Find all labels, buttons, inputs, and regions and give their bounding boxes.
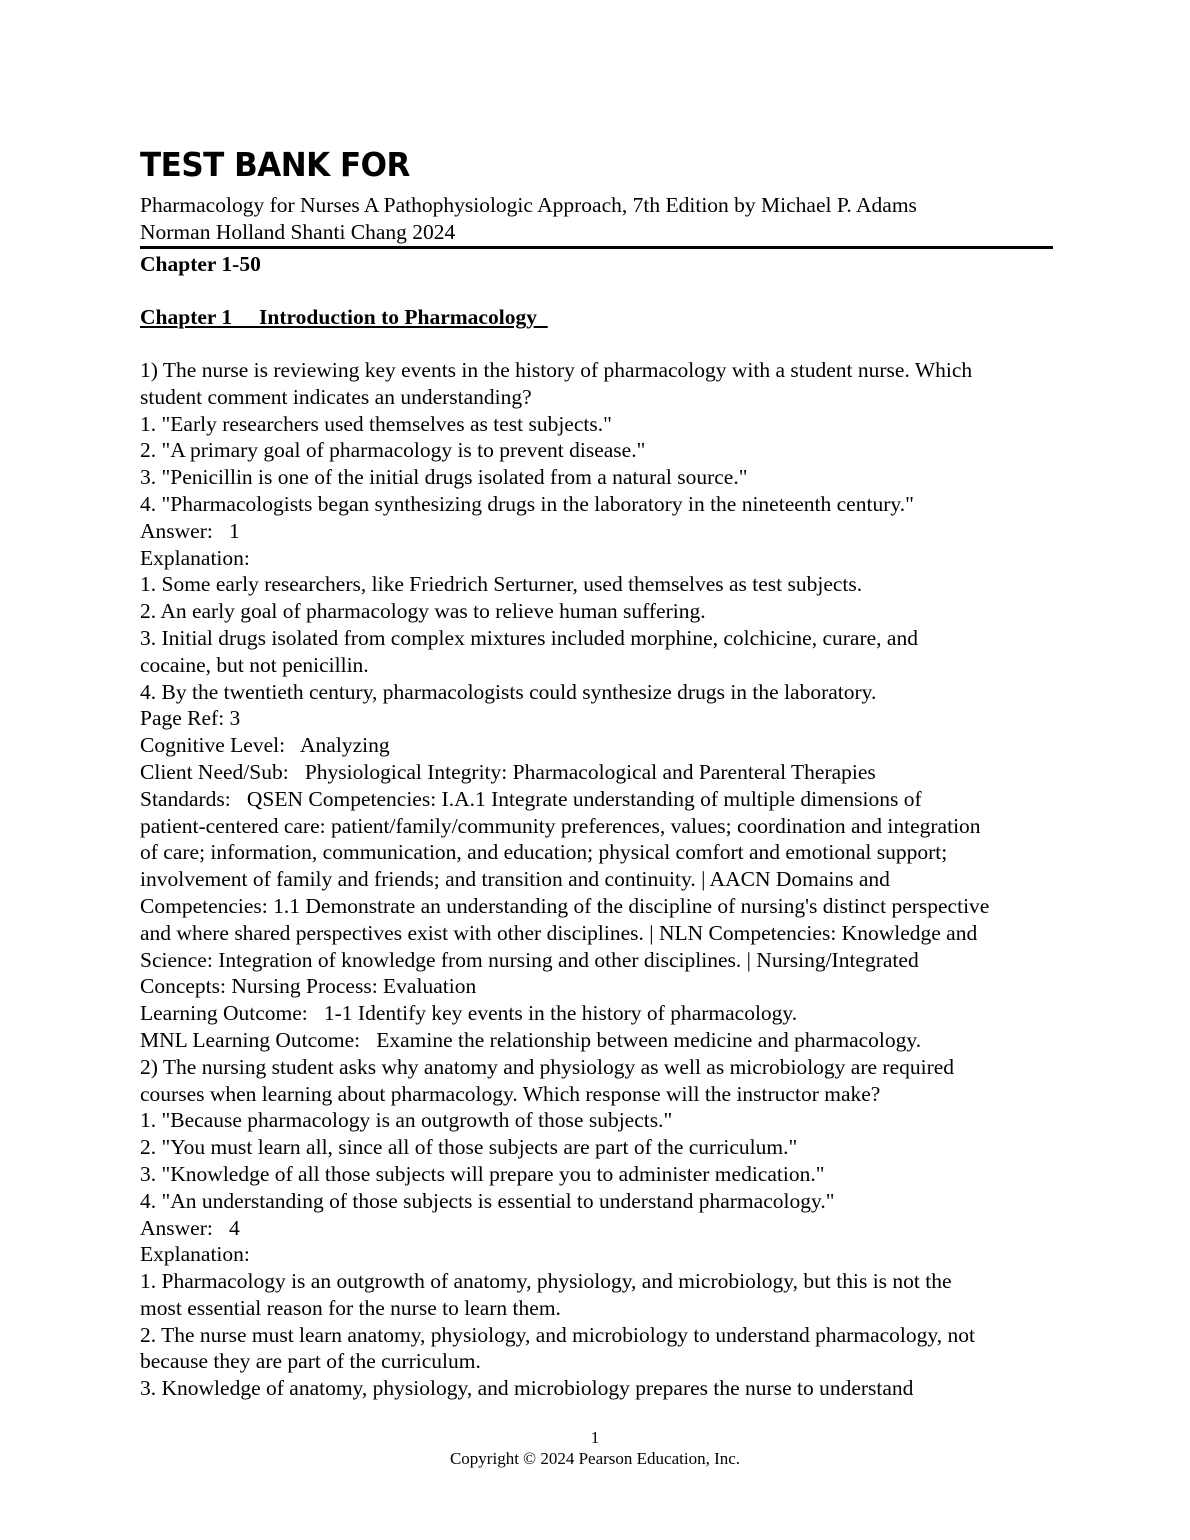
body-line: Science: Integration of knowledge from nursing and other disciplines. | Nursing/Integrated: [140, 947, 919, 972]
subtitle-line-2: Norman Holland Shanti Chang 2024: [140, 220, 456, 244]
body-line: involvement of family and friends; and transition and continuity. | AACN Domains and: [140, 867, 890, 892]
body-line: most essential reason for the nurse to learn them.: [140, 1295, 561, 1320]
body-line: 2. "You must learn all, since all of those subjects are part of the curriculum.": [140, 1135, 798, 1160]
body-line: MNL Learning Outcome: Examine the relationship between medicine and pharmacology.: [140, 1027, 922, 1052]
body-line: 4. "An understanding of those subjects is essential to understand pharmacology.": [140, 1188, 835, 1213]
chapter-heading: Chapter 1 Introduction to Pharmacology: [140, 305, 548, 329]
body-line: Learning Outcome: 1-1 Identify key events in the history of pharmacology.: [140, 1001, 798, 1026]
body-line: 2) The nursing student asks why anatomy and physiology as well as microbiology are required: [140, 1054, 955, 1079]
question-body: [140, 357, 1055, 1402]
body-line: cocaine, but not penicillin.: [140, 652, 369, 677]
chapter-range: Chapter 1-50: [140, 252, 261, 276]
body-line: 3. "Penicillin is one of the initial drugs isolated from a natural source.": [140, 465, 748, 490]
body-line: Competencies: 1.1 Demonstrate an understanding of the discipline of nursing's distinct perspective: [140, 893, 990, 918]
body-line: student comment indicates an understanding?: [140, 384, 532, 409]
header-divider: [140, 246, 1053, 249]
body-line: 1. "Early researchers used themselves as test subjects.": [140, 411, 612, 436]
body-line: 3. "Knowledge of all those subjects will prepare you to administer medication.": [140, 1161, 825, 1186]
body-line: Client Need/Sub: Physiological Integrity: Pharmacological and Parenteral Therapies: [140, 759, 876, 784]
body-line: Explanation:: [140, 1242, 250, 1267]
body-line: courses when learning about pharmacology. Which response will the instructor make?: [140, 1081, 881, 1106]
body-line: Standards: QSEN Competencies: I.A.1 Integrate understanding of multiple dimensions of: [140, 786, 922, 811]
body-line: Page Ref: 3: [140, 706, 241, 731]
body-line: 4. By the twentieth century, pharmacologists could synthesize drugs in the laboratory.: [140, 679, 877, 704]
body-line: of care; information, communication, and education; physical comfort and emotional support;: [140, 840, 948, 865]
document-title: TEST BANK FOR: [140, 146, 410, 185]
body-line: 4. "Pharmacologists began synthesizing drugs in the laboratory in the nineteenth century.": [140, 491, 914, 516]
body-line: 2. The nurse must learn anatomy, physiology, and microbiology to understand pharmacology, not: [140, 1322, 975, 1347]
page-number: 1: [590, 1428, 600, 1447]
subtitle-line-1: Pharmacology for Nurses A Pathophysiologic Approach, 7th Edition by Michael P. Adams: [140, 193, 917, 217]
body-line: 2. An early goal of pharmacology was to relieve human suffering.: [140, 599, 706, 624]
body-line: Cognitive Level: Analyzing: [140, 733, 390, 758]
body-line: patient-centered care: patient/family/community preferences, values; coordination and integration: [140, 813, 981, 838]
body-line: Explanation:: [140, 545, 250, 570]
body-line: 3. Knowledge of anatomy, physiology, and microbiology prepares the nurse to understand: [140, 1376, 914, 1401]
body-line: 2. "A primary goal of pharmacology is to prevent disease.": [140, 438, 646, 463]
body-line: 1. Pharmacology is an outgrowth of anatomy, physiology, and microbiology, but this is not the: [140, 1269, 952, 1294]
body-line: Concepts: Nursing Process: Evaluation: [140, 974, 477, 999]
copyright-notice: Copyright © 2024 Pearson Education, Inc.: [449, 1449, 741, 1468]
body-line: 1. Some early researchers, like Friedrich Serturner, used themselves as test subjects.: [140, 572, 863, 597]
body-line: 1. "Because pharmacology is an outgrowth of those subjects.": [140, 1108, 673, 1133]
body-line: because they are part of the curriculum.: [140, 1349, 481, 1374]
body-line: Answer: 1: [140, 518, 240, 543]
document-subtitle: [140, 192, 1050, 246]
body-line: 3. Initial drugs isolated from complex mixtures included morphine, colchicine, curare, and: [140, 625, 918, 650]
body-line: Answer: 4: [140, 1215, 240, 1240]
body-line: and where shared perspectives exist with other disciplines. | NLN Competencies: Knowledge and: [140, 920, 978, 945]
body-line: 1) The nurse is reviewing key events in the history of pharmacology with a student nurse. Which: [140, 358, 973, 382]
